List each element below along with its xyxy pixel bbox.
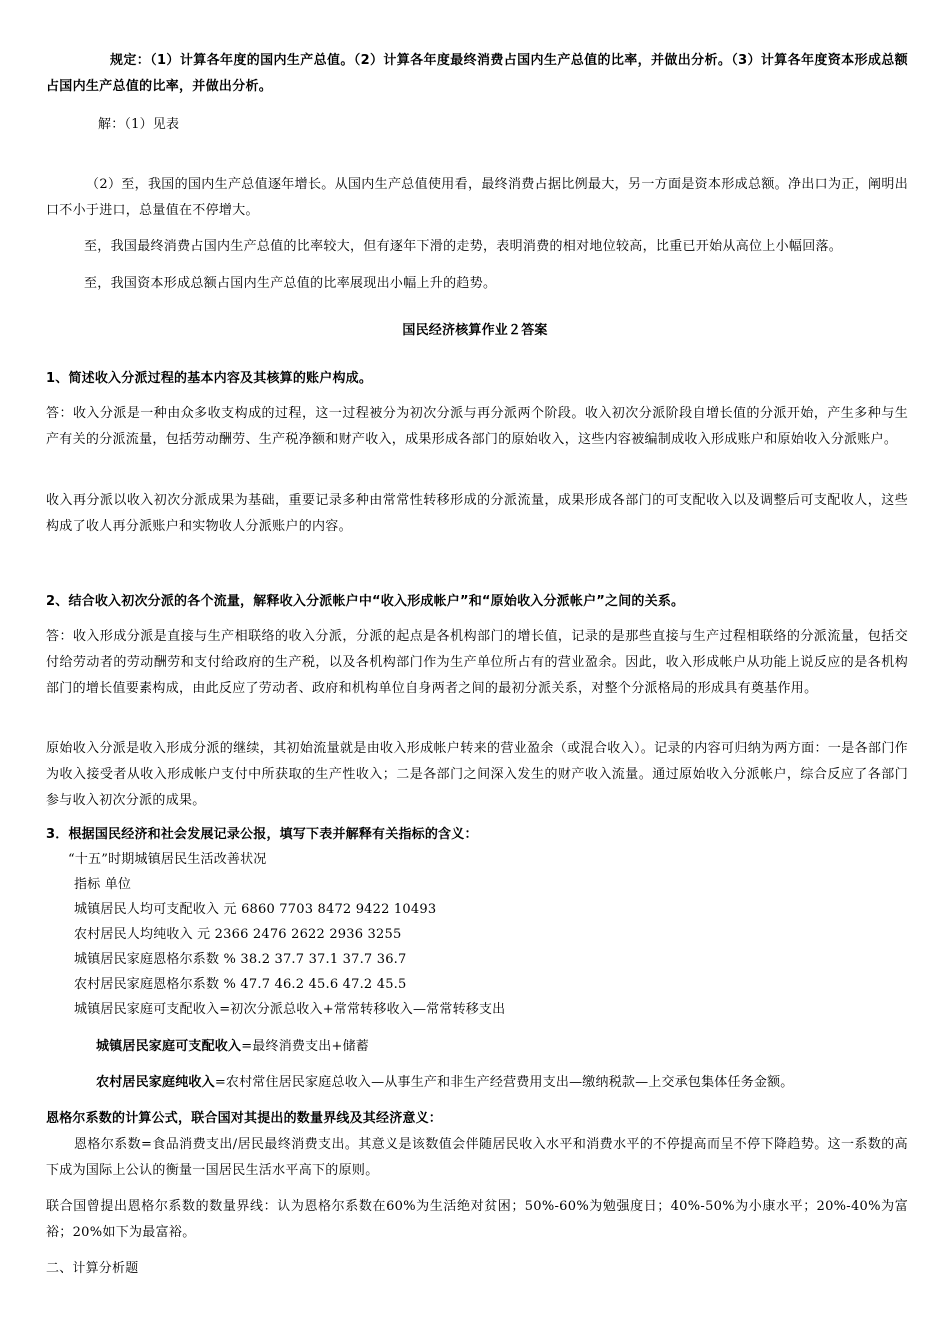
table-row: 城镇居民人均可支配收入 元 6860 7703 8472 9422 10493	[74, 902, 437, 917]
q1-analysis-3: 至，我国资本形成总额占国内生产总值的比率展现出小幅上升的趋势。	[84, 276, 497, 291]
question2-answer-p1: 答：收入形成分派是直接与生产相联络的收入分派，分派的起点是各机构部门的增长值，记录的是那些直接与生产过程相联络的分派流量，包括交付给劳动者的劳动酬劳和支付给政府的生产税，以及各机构部门作为生产单位所占有的营业盈余。因此，收入形成帐户从功能上说反应的是各机构部门的增长值要素构成，由此反应了劳动者、政府和机构单位自身两者之间的最初分派关系，对整个分派格局的形成具有奠基作用。	[46, 629, 908, 696]
question2-title: 2、结合收入初次分派的各个流量，解释收入分派帐户中“收入形成帐户”和“原始收入分派帐户”之间的关系。	[46, 594, 685, 609]
table-row: 农村居民家庭恩格尔系数 % 47.7 46.2 45.6 47.2 45.5	[74, 977, 407, 992]
q1-solution-intro: 解：（1）见表	[98, 117, 180, 132]
question2-answer-p2: 原始收入分派是收入形成分派的继续，其初始流量就是由收入形成帐户转来的营业盈余（或混合收入）。记录的内容可归纳为两方面：一是各部门作为收入接受者从收入形成帐户支付中所获取的生产性收入；二是各部门之间深入发生的财产收入流量。通过原始收入分派帐户，综合反应了各部门参与收入初次分派的成果。	[46, 741, 908, 808]
definition-rural-term: 农村居民家庭纯收入	[96, 1075, 215, 1090]
definition-rural-body: =农村常住居民家庭总收入—从事生产和非生产经营费用支出—缴纳税款—上交承包集体任务金额。	[214, 1075, 794, 1090]
engel-p2: 联合国曾提出恩格尔系数的数量界线：认为恩格尔系数在60%为生活绝对贫困；50%-60%为勉强度日；40%-50%为小康水平；20%-40%为富裕；20%如下为最富裕。	[46, 1199, 908, 1240]
definition-urban-term: 城镇居民家庭可支配收入	[96, 1039, 242, 1054]
formula-disposable-income: 城镇居民家庭可支配收入=初次分派总收入+常常转移收入—常常转移支出	[74, 1002, 506, 1017]
engel-title: 恩格尔系数的计算公式，联合国对其提出的数量界线及其经济意义：	[46, 1111, 443, 1126]
engel-p1: 恩格尔系数=食品消费支出/居民最终消费支出。其意义是该数值会伴随居民收入水平和消费水平的不停提高而呈不停下降趋势。这一系数的高下成为国际上公认的衡量一国居民生活水平高下的原则。	[46, 1137, 908, 1178]
question3-title: 3．根据国民经济和社会发展记录公报，填写下表并解释有关指标的含义：	[46, 827, 478, 842]
q1-analysis-1: （2）至，我国的国内生产总值逐年增长。从国内生产总值使用看，最终消费占据比例最大，另一方面是资本形成总额。净出口为正，阐明出口不小于进口，总量值在不停增大。	[46, 177, 908, 218]
table-row: 农村居民人均纯收入 元 2366 2476 2622 2936 3255	[74, 927, 402, 942]
section-title: 国民经济核算作业２答案	[402, 323, 548, 338]
definition-urban-income	[96, 1034, 369, 1060]
section2-title: 二、计算分析题	[46, 1261, 139, 1276]
q1-requirement: 规定：（1）计算各年度的国内生产总值。（2）计算各年度最终消费占国内生产总值的比率，并做出分析。（3）计算各年度资本形成总额占国内生产总值的比率，并做出分析。	[46, 53, 908, 94]
table-title: “十五”时期城镇居民生活改善状况	[68, 852, 267, 867]
definition-rural-income	[96, 1070, 794, 1096]
q1-analysis-2: 至，我国最终消费占国内生产总值的比率较大，但有逐年下滑的走势，表明消费的相对地位较高，比重已开始从高位上小幅回落。	[84, 239, 843, 254]
question1-answer-p1: 答：收入分派是一种由众多收支构成的过程，这一过程被分为初次分派与再分派两个阶段。收入初次分派阶段自增长值的分派开始，产生多种与生产有关的分派流量，包括劳动酬劳、生产税净额和财产收入，成果形成各部门的原始收入，这些内容被编制成收入形成账户和原始收入分派账户。	[46, 406, 908, 447]
question1-answer-p2: 收入再分派以收入初次分派成果为基础，重要记录多种由常常性转移形成的分派流量，成果形成各部门的可支配收入以及调整后可支配收人，这些构成了收人再分派账户和实物收人分派账户的内容。	[46, 493, 908, 534]
table-header: 指标 单位	[74, 877, 132, 892]
table-row: 城镇居民家庭恩格尔系数 % 38.2 37.7 37.1 37.7 36.7	[74, 952, 407, 967]
question1-title: 1、简述收入分派过程的基本内容及其核算的账户构成。	[46, 371, 373, 386]
definition-urban-body: =最终消费支出+储蓄	[241, 1039, 369, 1054]
